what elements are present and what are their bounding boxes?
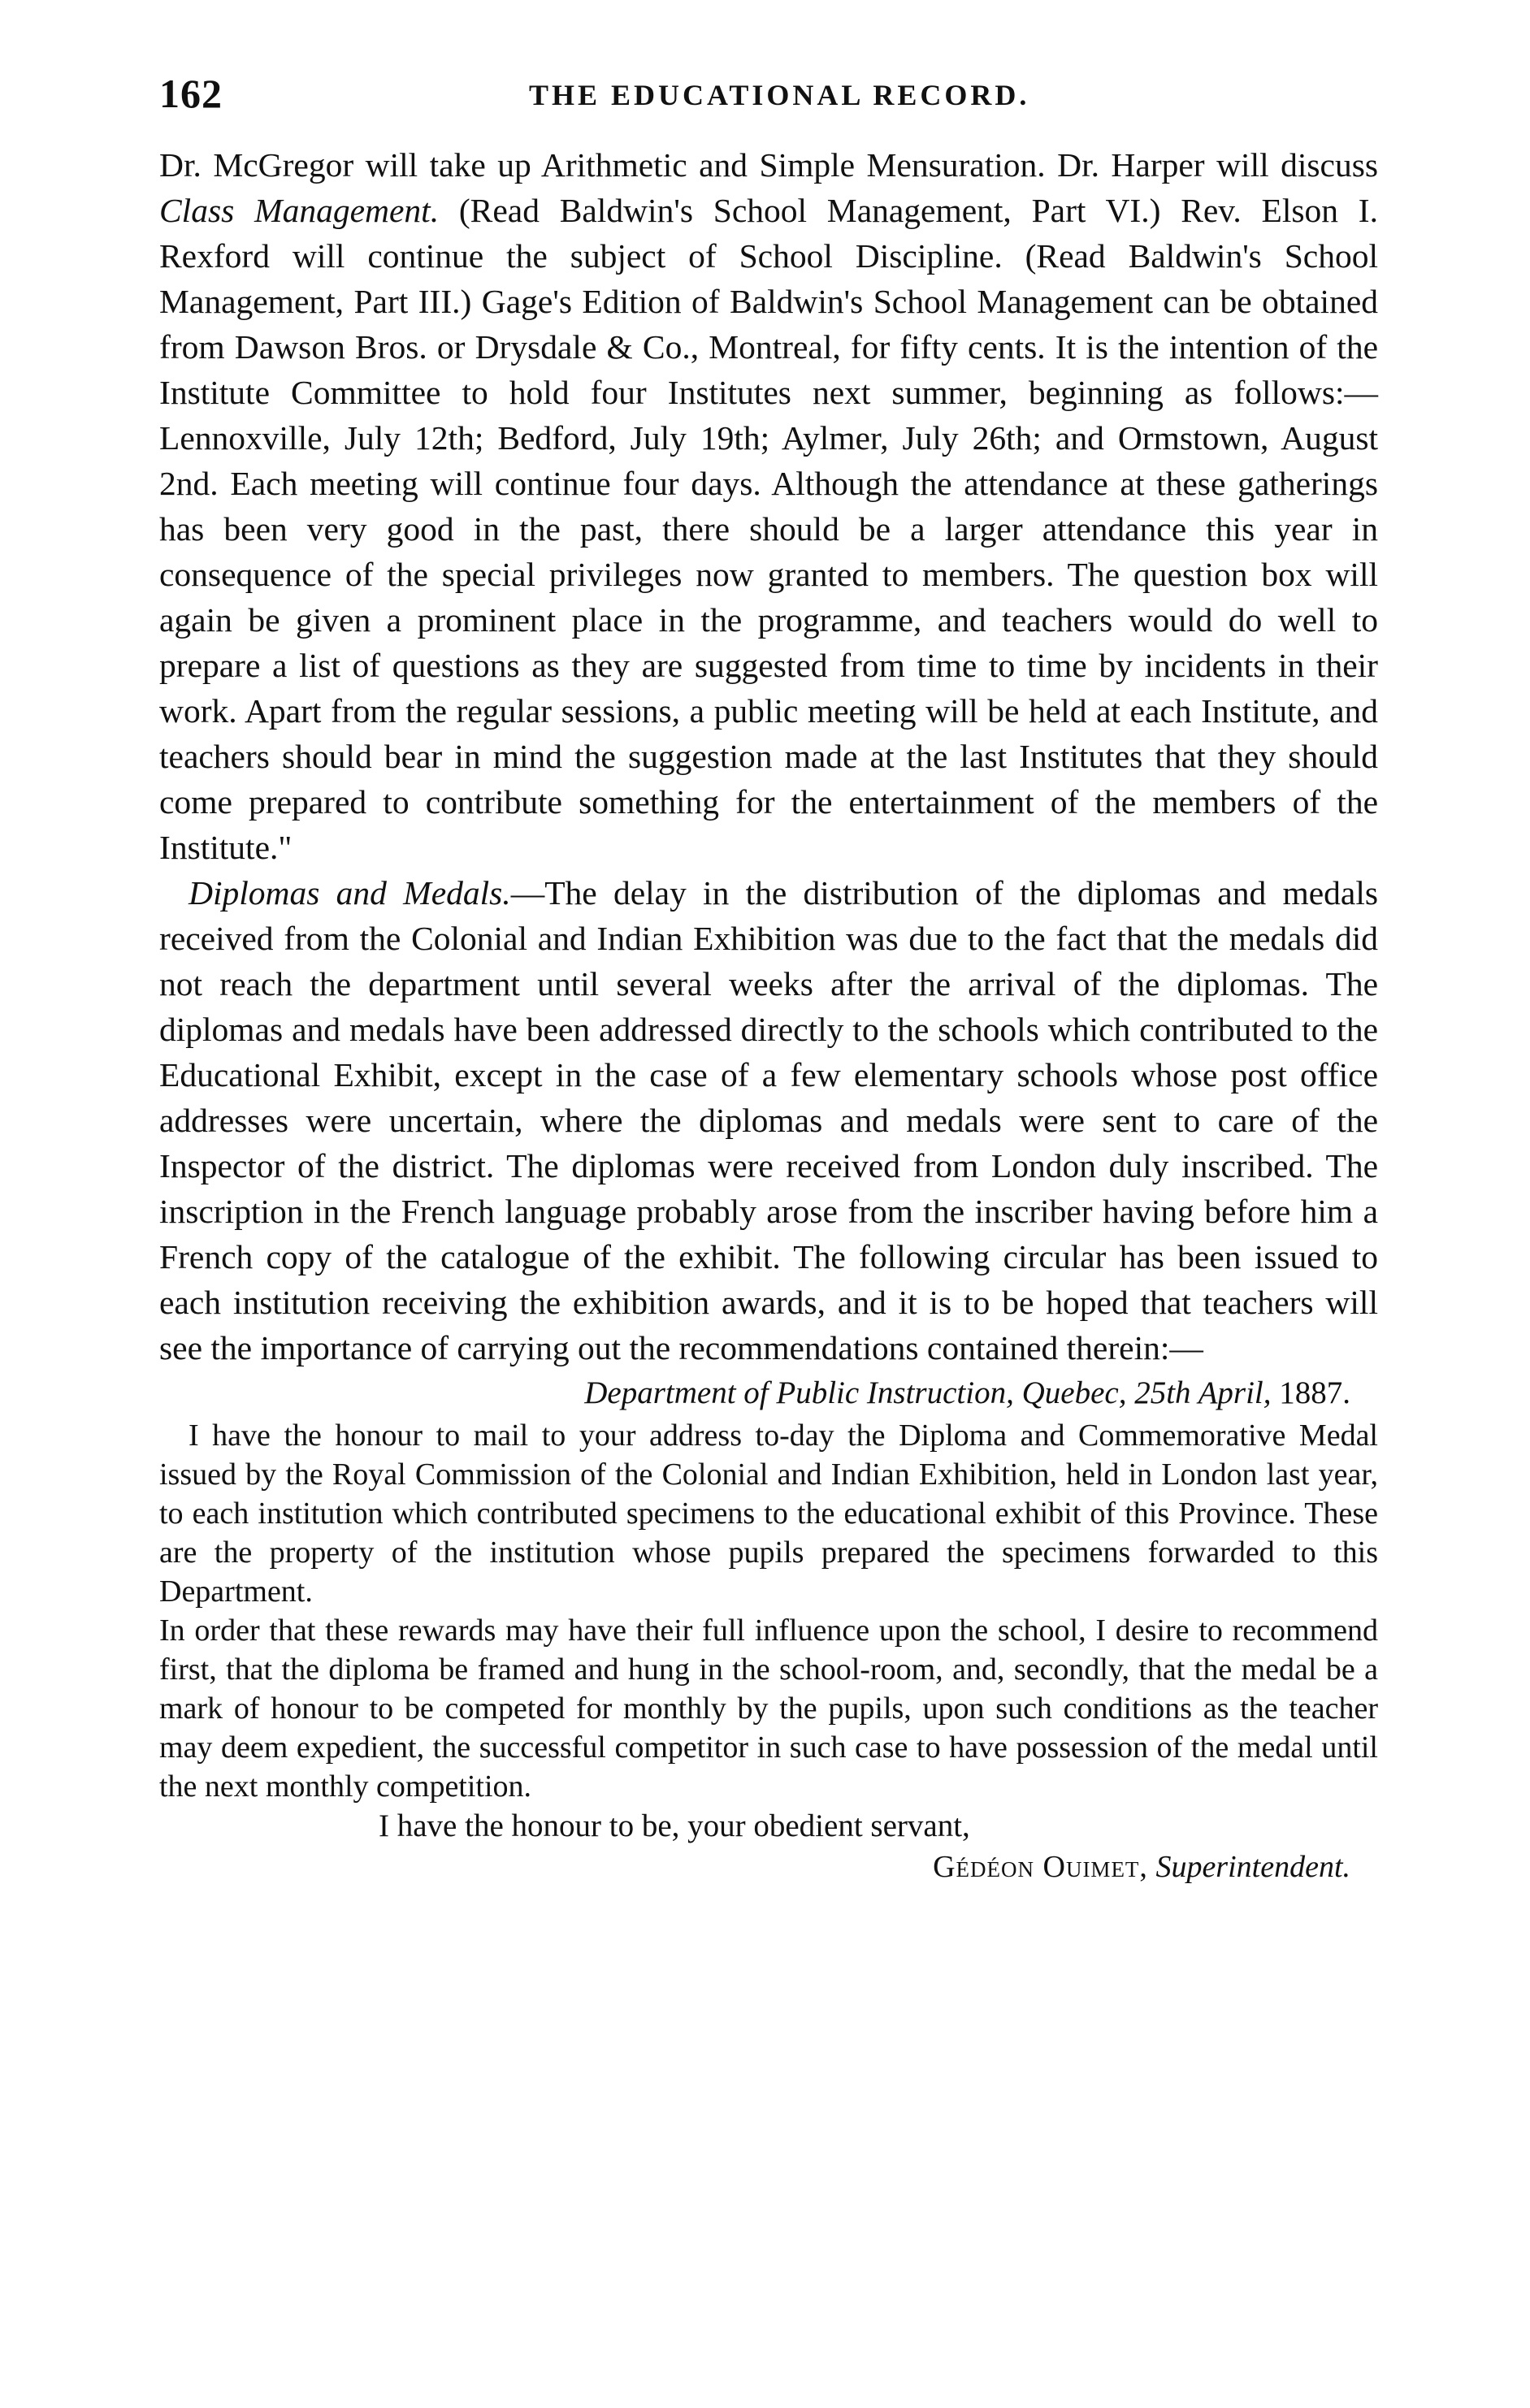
paragraph-institutes-italic: Class Management.: [159, 192, 440, 229]
circular-letter: [159, 1371, 1378, 1887]
section-heading-diplomas-medals: Diplomas and Medals.: [189, 874, 511, 912]
page-number: 162: [159, 71, 223, 116]
letter-dateline-year: 1887.: [1271, 1375, 1350, 1410]
body-text: [159, 142, 1378, 1887]
page-header: [159, 70, 1378, 127]
letter-paragraph-2: In order that these rewards may have their full influence upon the school, I desire to recommend first, that the diploma be framed and hung in the school-room, and, secondly, that the medal be a mark of honour to be competed for monthly by the pupils, upon such conditions as the teacher may deem expedient, the successful competitor in such case to have possession of the medal until the next monthly competition.: [159, 1613, 1378, 1804]
signature-name: Gédéon Ouimet,: [933, 1850, 1148, 1884]
letter-paragraph-1: I have the honour to mail to your address to-day the Diploma and Commemorative Medal issued by the Royal Commission of the Colonial and Indian Exhibition, held in London last year, to each institution which contributed specimens to the educational exhibit of this Province. These are the property of the institution whose pupils prepared the specimens forwarded to this Department.: [159, 1418, 1378, 1609]
letter-dateline-place: Department of Public Instruction, Quebec, 25th April,: [584, 1375, 1272, 1410]
signature-title: Superintendent.: [1155, 1850, 1350, 1884]
running-head: THE EDUCATIONAL RECORD.: [529, 79, 1030, 111]
letter-closing: I have the honour to be, your obedient servant,: [379, 1808, 970, 1843]
letter-dateline: [159, 1371, 1378, 1416]
paragraph-diplomas-medals: [159, 870, 1378, 1371]
paragraph-institutes-text-b: (Read Baldwin's School Management, Part VI.) Rev. Elson I. Rexford will continue the subject of School Discipline. (Read Baldwin's School Management, Part III.) Gage's Edition of Baldwin's School Management can be obtained from Dawson Bros. or Drysdale & Co., Montreal, for fifty cents. It is the intention of the Institute Committee to hold four Institutes next summer, beginning as follows:—Lennoxville, July 12th; Bedford, July 19th; Aylmer, July 26th; and Ormstown, August 2nd. Each meeting will continue four days. Although the attendance at these gatherings has been very good in the past, there should be a larger attendance this year in consequence of the special privileges now granted to members. The question box will again be given a prominent place in the programme, and teachers would do well to prepare a list of questions as they are suggested from time to time by incidents in their work. Apart from the regular sessions, a public meeting will be held at each Institute, and teachers should bear in mind the suggestion made at the last Institutes that they should come prepared to contribute something for the entertainment of the members of the Institute.": [159, 192, 1379, 866]
paragraph-institutes: [159, 142, 1378, 870]
paragraph-diplomas-medals-text: —The delay in the distribution of the diplomas and medals received from the Colonial and Indian Exhibition was due to the fact that the medals did not reach the department until several weeks after the arrival of the diplomas. The diplomas and medals have been addressed directly to the schools which contributed to the Educational Exhibit, except in the case of a few elementary schools whose post office addresses were uncertain, where the diplomas and medals were sent to care of the Inspector of the district. The diplomas were received from London duly inscribed. The inscription in the French language probably arose from the inscriber having before him a French copy of the catalogue of the exhibit. The following circular has been issued to each institution receiving the exhibition awards, and it is to be hoped that teachers will see the importance of carrying out the recommendations contained therein:—: [159, 874, 1378, 1366]
paragraph-institutes-text-a: Dr. McGregor will take up Arithmetic and Simple Mensuration. Dr. Harper will discuss: [159, 146, 1378, 184]
letter-signature: [159, 1847, 1378, 1887]
